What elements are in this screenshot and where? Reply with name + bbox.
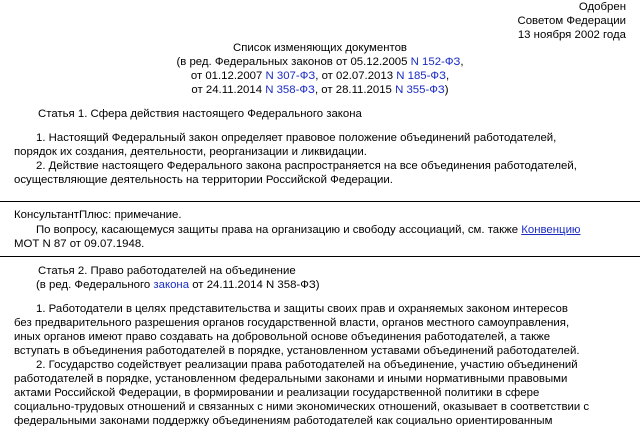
article-2-p2-line-4: социально-трудовых отношений и связанных с ними экономических отношений, оказывает в соответствии с xyxy=(14,401,590,413)
article-1-p1-line-2: порядок их создания, деятельности, реорганизации и ликвидации. xyxy=(14,146,367,158)
article-2-p2-line-2: работодателей в порядке, установленном федеральными законами и иными нормативными правовыми xyxy=(14,373,568,385)
note-label: КонсультантПлюс: примечание. xyxy=(14,209,182,221)
link-358-fz[interactable]: N 358-ФЗ xyxy=(265,84,315,96)
article-2-p1-line-4: вступать в объединения работодателей в порядке, установленном уставами объединений работодателей. xyxy=(14,345,580,357)
changes-line-2-text: от 01.12.2007 xyxy=(190,70,266,82)
changes-line-1-text: (в ред. Федеральных законов от 05.12.2005 xyxy=(176,56,411,68)
changes-line-3-end: ) xyxy=(444,84,449,96)
note-line-1-text: По вопросу, касающемуся защиты права на организацию и свободу ассоциаций, см. также xyxy=(36,224,522,236)
note-separator-top xyxy=(0,201,640,202)
changes-title: Список изменяющих документов xyxy=(232,42,407,54)
changes-line-1 xyxy=(0,55,640,69)
link-355-fz[interactable]: N 355-ФЗ xyxy=(395,84,445,96)
changes-line-3 xyxy=(0,83,640,97)
changes-line-3-text: от 24.11.2014 xyxy=(191,84,266,96)
article-2-p1-line-3: иных органов имеют право создавать на добровольной основе объединения работодателей, а также xyxy=(14,331,551,343)
article-2-subtitle-text: (в ред. Федерального xyxy=(36,279,154,291)
article-1-p2-line-1: 2. Действие настоящего Федерального закона распространяется на все объединения работодателей, xyxy=(36,160,577,172)
article-2-p1-line-1: 1. Работодатели в целях представительства и защиты своих прав и охраняемых законом интересов xyxy=(36,303,568,315)
changes-line-2 xyxy=(0,69,640,83)
link-convention[interactable]: Конвенцию xyxy=(521,224,581,236)
changes-line-1-end: , xyxy=(460,56,464,68)
article-2-p2-line-3: актами Российской Федерации, в формировании и реализации государственной политики в сфере xyxy=(14,387,540,399)
note-separator-bottom xyxy=(0,256,640,257)
article-1-heading: Статья 1. Сфера действия настоящего Федерального закона xyxy=(38,108,362,120)
link-law[interactable]: закона xyxy=(153,279,190,291)
link-152-fz[interactable]: N 152-ФЗ xyxy=(410,56,461,68)
article-2-p2-line-1: 2. Государство содействует реализации права работодателей на объединение, участию объединений xyxy=(36,359,578,371)
article-2-subtitle-end: от 24.11.2014 N 358-ФЗ) xyxy=(189,279,320,291)
approval-line-1: Одобрен xyxy=(578,1,626,13)
article-1-p2-line-2: осуществляющие деятельность на территории Российской Федерации. xyxy=(14,174,393,186)
changes-line-2-end: , xyxy=(445,70,450,82)
article-2-heading: Статья 2. Право работодателей на объединение xyxy=(38,265,296,277)
article-2-subtitle xyxy=(36,278,320,292)
article-2-p1-line-2: без предварительного разрешения органов государственной власти, органов местного самоуправления, xyxy=(14,317,570,329)
link-307-fz[interactable]: N 307-ФЗ xyxy=(265,70,316,82)
article-2-p2-line-5: федеральными законами поддержку объединениям работодателей как социально ориентированным xyxy=(14,415,553,426)
approval-line-2: Советом Федерации xyxy=(517,15,626,27)
note-line-2: МОТ N 87 от 09.07.1948. xyxy=(14,238,145,250)
changes-line-2-mid: , от 02.07.2013 xyxy=(315,70,397,82)
article-1-p1-line-1: 1. Настоящий Федеральный закон определяет правовое положение объединений работодателей, xyxy=(36,132,557,144)
changes-line-3-mid: , от 28.11.2015 xyxy=(314,84,396,96)
approval-line-3: 13 ноября 2002 года xyxy=(517,29,626,41)
link-185-fz[interactable]: N 185-ФЗ xyxy=(396,70,446,82)
note-line-1 xyxy=(36,223,580,237)
